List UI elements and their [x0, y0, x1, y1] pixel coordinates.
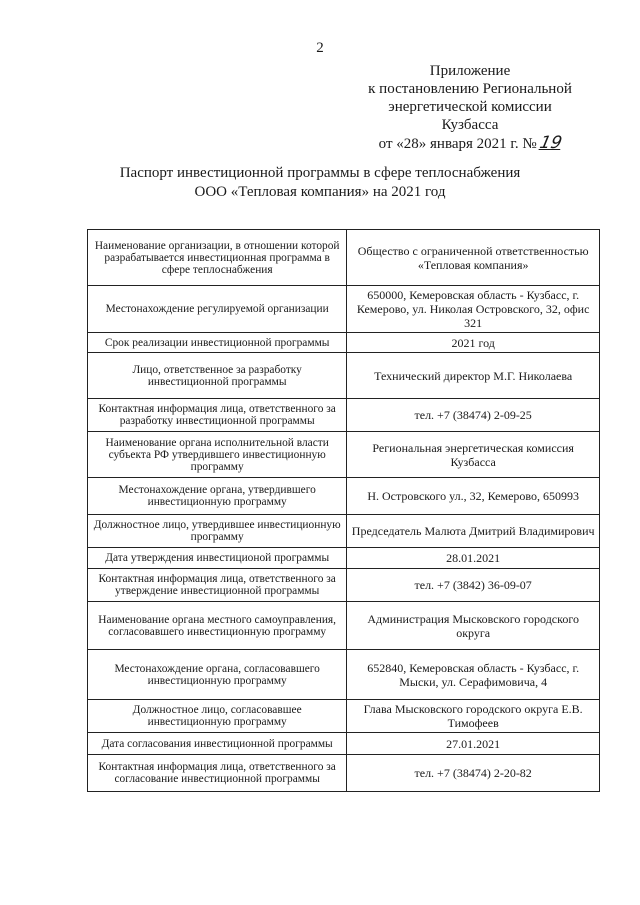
row-label: Лицо, ответственное за разработку инвестиционной программы: [88, 353, 347, 399]
document-title-line-2: ООО «Тепловая компания» на 2021 год: [194, 184, 446, 200]
row-value: 27.01.2021: [347, 733, 600, 755]
row-value: 652840, Кемеровская область - Кузбасс, г. Мыски, ул. Серафимовича, 4: [347, 650, 600, 700]
appendix-header: [340, 62, 600, 153]
row-value: Технический директор М.Г. Николаева: [347, 353, 600, 399]
row-label: Контактная информация лица, ответственного за разработку инвестиционной программы: [88, 399, 347, 432]
row-value: Общество с ограниченной ответственностью «Тепловая компания»: [347, 230, 600, 286]
table-row: [88, 230, 600, 286]
table-row: [88, 478, 600, 515]
row-value: тел. +7 (38474) 2-09-25: [347, 399, 600, 432]
row-label: Контактная информация лица, ответственного за утверждение инвестиционной программы: [88, 569, 347, 602]
passport-table: [87, 229, 600, 792]
page-number: 2: [316, 40, 324, 56]
table-row: [88, 399, 600, 432]
row-label: Должностное лицо, согласовавшее инвестиционную программу: [88, 700, 347, 733]
row-value: тел. +7 (3842) 36-09-07: [347, 569, 600, 602]
table-row: [88, 286, 600, 333]
row-value: 28.01.2021: [347, 548, 600, 569]
row-label: Должностное лицо, утвердившее инвестиционную программу: [88, 515, 347, 548]
row-value: Н. Островского ул., 32, Кемерово, 650993: [347, 478, 600, 515]
table-row: [88, 548, 600, 569]
row-value: Региональная энергетическая комиссия Кузбасса: [347, 432, 600, 478]
document-title: [0, 164, 640, 202]
row-label: Дата согласования инвестиционной программы: [88, 733, 347, 755]
appendix-line-2: к постановлению Региональной: [368, 81, 572, 97]
row-label: Местонахождение регулируемой организации: [88, 286, 347, 333]
row-value: тел. +7 (38474) 2-20-82: [347, 755, 600, 792]
table-row: [88, 432, 600, 478]
row-label: Местонахождение органа, утвердившего инвестиционную программу: [88, 478, 347, 515]
table-row: [88, 353, 600, 399]
table-row: [88, 602, 600, 650]
row-value: Администрация Мысковского городского округа: [347, 602, 600, 650]
table-row: [88, 755, 600, 792]
row-label: Контактная информация лица, ответственного за согласование инвестиционной программы: [88, 755, 347, 792]
row-label: Наименование органа исполнительной власти субъекта РФ утвердившего инвестиционную программу: [88, 432, 347, 478]
appendix-line-3: энергетической комиссии: [388, 99, 552, 115]
row-value: Глава Мысковского городского округа Е.В. Тимофеев: [347, 700, 600, 733]
table-row: [88, 733, 600, 755]
row-label: Дата утверждения инвестиционой программы: [88, 548, 347, 569]
row-label: Срок реализации инвестиционной программы: [88, 333, 347, 353]
decree-date: от «28» января 2021 г. №: [378, 136, 537, 152]
row-value: Председатель Малюта Дмитрий Владимирович: [347, 515, 600, 548]
row-label: Наименование органа местного самоуправления, согласовавшего инвестиционную программу: [88, 602, 347, 650]
decree-date-line: [340, 134, 600, 153]
table-row: [88, 569, 600, 602]
appendix-line-1: Приложение: [429, 63, 511, 79]
row-label: Наименование организации, в отношении которой разрабатывается инвестиционная программа в сфере теплоснабжения: [88, 230, 347, 286]
table-row: [88, 650, 600, 700]
appendix-line-4: Кузбасса: [441, 117, 499, 133]
row-value: 650000, Кемеровская область - Кузбасс, г. Кемерово, ул. Николая Островского, 32, офис 321: [347, 286, 600, 333]
row-value: 2021 год: [347, 333, 600, 353]
row-label: Местонахождение органа, согласовавшего инвестиционную программу: [88, 650, 347, 700]
table-row: [88, 700, 600, 733]
table-row: [88, 333, 600, 353]
decree-number: 19: [537, 133, 564, 153]
document-title-line-1: Паспорт инвестиционной программы в сфере теплоснабжения: [119, 165, 521, 181]
table-row: [88, 515, 600, 548]
